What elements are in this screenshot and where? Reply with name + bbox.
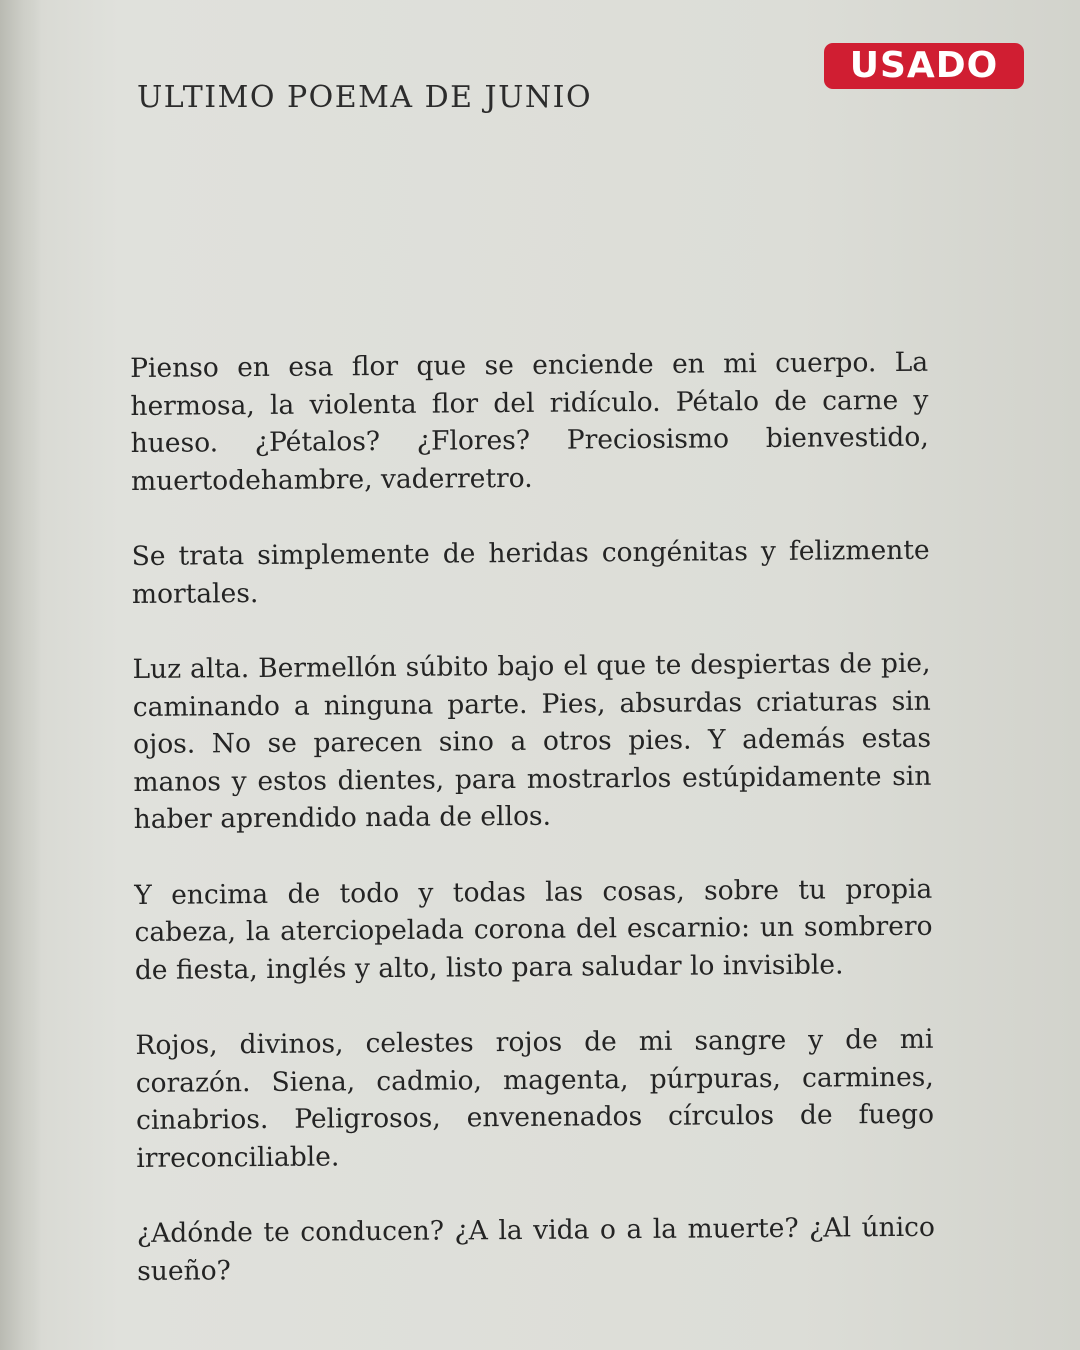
page-gutter-shadow — [0, 0, 42, 1350]
poem-paragraph-6: ¿Adónde te conducen? ¿A la vida o a la muerte? ¿Al único sueño? — [136, 1211, 936, 1287]
poem-title: ULTIMO POEMA DE JUNIO — [137, 80, 593, 115]
poem-paragraph-1: Pienso en esa flor que se enciende en mi cuerpo. La hermosa, la violenta flor del ridículo. Pétalo de carne y hueso. ¿Pétalos? ¿Flores? Preciosismo bienvestido, muertodehambre, vaderretro. — [130, 346, 929, 497]
poem-paragraph-2: Se trata simplemente de heridas congénitas y felizmente mortales. — [131, 534, 930, 610]
used-badge: USADO — [824, 43, 1024, 89]
poem-paragraph-4: Y encima de todo y todas las cosas, sobre tu propia cabeza, la aterciopelada corona del escarnio: un sombrero de fiesta, inglés y alto, listo para saludar lo invisible. — [134, 873, 933, 986]
poem-paragraph-3: Luz alta. Bermellón súbito bajo el que te despiertas de pie, caminando a ninguna parte. Pies, absurdas criaturas sin ojos. No se parecen sino a otros pies. Y además estas manos y estos dientes, para mostrarlos estúpidamente sin haber aprendido nada de ellos. — [132, 647, 932, 835]
poem-body — [130, 344, 936, 1328]
poem-paragraph-5: Rojos, divinos, celestes rojos de mi sangre y de mi corazón. Siena, cadmio, magenta, púrpuras, carmines, cinabrios. Peligrosos, envenenados círculos de fuego irreconciliable. — [135, 1023, 935, 1174]
